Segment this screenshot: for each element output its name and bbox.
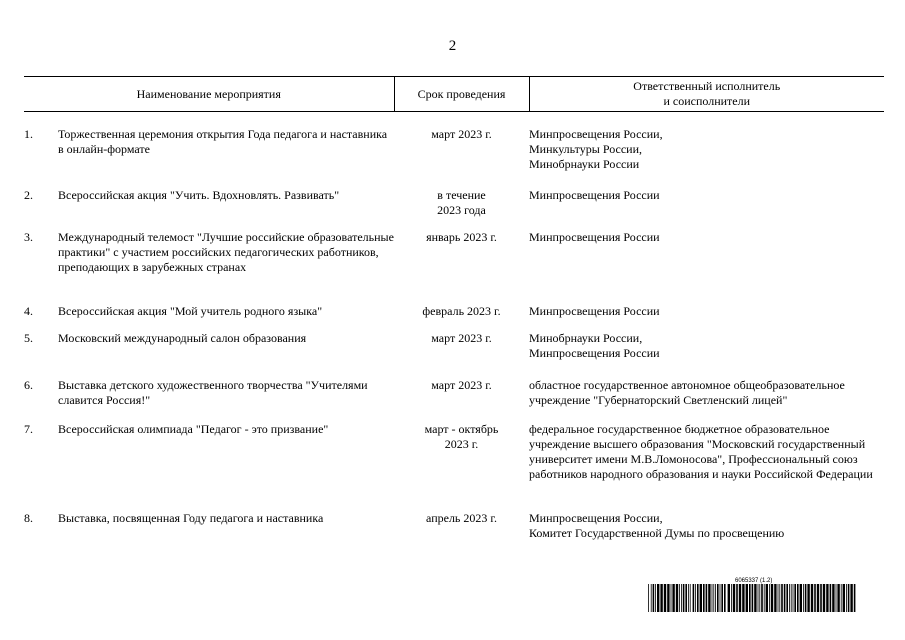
event-name: Всероссийская олимпиада "Педагог - это призвание" — [58, 421, 329, 436]
barcode-number: 6065337 (1.2) — [735, 578, 773, 584]
event-responsible: федеральное государственное бюджетное образовательное учреждение высшего образования "Московский государственный университет имени М.В.Ломоносова", Профессиональный союз работников народного образования и науки Российской Федерации — [529, 421, 873, 481]
event-period: январь 2023 г. — [426, 229, 497, 244]
event-name: Московский международный салон образования — [58, 330, 307, 345]
header-responsible: Ответственный исполнитель и соисполнители — [529, 77, 884, 112]
event-name: Всероссийская акция "Учить. Вдохновлять. Развивать" — [58, 187, 340, 202]
event-name: Торжественная церемония открытия Года педагога и наставника в онлайн-формате — [58, 126, 388, 156]
header-period: Срок проведения — [394, 77, 529, 112]
event-responsible: Минпросвещения России — [529, 229, 660, 244]
event-period: в течение 2023 года — [437, 187, 486, 217]
event-period: март 2023 г. — [431, 377, 492, 392]
row-number: 8. — [24, 510, 33, 525]
table-row — [24, 188, 884, 230]
page-number: 2 — [448, 38, 457, 54]
event-responsible: областное государственное автономное общеобразовательное учреждение "Губернаторский Светленский лицей" — [529, 377, 845, 407]
header-event-name: Наименование мероприятия — [24, 77, 394, 112]
row-number: 5. — [24, 330, 33, 345]
barcode-image — [648, 584, 858, 612]
row-number: 6. — [24, 377, 33, 392]
event-name: Выставка, посвященная Году педагога и наставника — [58, 510, 324, 525]
event-responsible: Минпросвещения России — [529, 187, 660, 202]
table-header-row — [24, 77, 884, 112]
table-row — [24, 331, 884, 378]
row-number: 3. — [24, 229, 33, 244]
table-row — [24, 127, 884, 188]
row-number: 2. — [24, 187, 33, 202]
events-table — [24, 76, 884, 545]
table-row — [24, 422, 884, 511]
table-row — [24, 511, 884, 545]
table-row — [24, 230, 884, 304]
table-row — [24, 378, 884, 422]
row-number: 7. — [24, 421, 33, 436]
event-period: март 2023 г. — [431, 330, 492, 345]
event-responsible: Минпросвещения России — [529, 303, 660, 318]
event-name: Международный телемост "Лучшие российские образовательные практики" с участием российских педагогических работников, преподающих в зарубежных странах — [58, 229, 394, 274]
event-responsible: Минпросвещения России, Минкультуры России, Минобрнауки России — [529, 126, 663, 171]
event-period: апрель 2023 г. — [426, 510, 497, 525]
row-number: 4. — [24, 303, 33, 318]
event-name: Выставка детского художественного творчества "Учителями славится Россия!" — [58, 377, 368, 407]
event-name: Всероссийская акция "Мой учитель родного языка" — [58, 303, 323, 318]
event-period: март - октябрь 2023 г. — [424, 421, 499, 451]
table-row — [24, 304, 884, 331]
event-responsible: Минобрнауки России, Минпросвещения России — [529, 330, 660, 360]
row-number: 1. — [24, 126, 33, 141]
event-period: февраль 2023 г. — [422, 303, 501, 318]
event-period: март 2023 г. — [431, 126, 492, 141]
event-responsible: Минпросвещения России, Комитет Государственной Думы по просвещению — [529, 510, 785, 540]
